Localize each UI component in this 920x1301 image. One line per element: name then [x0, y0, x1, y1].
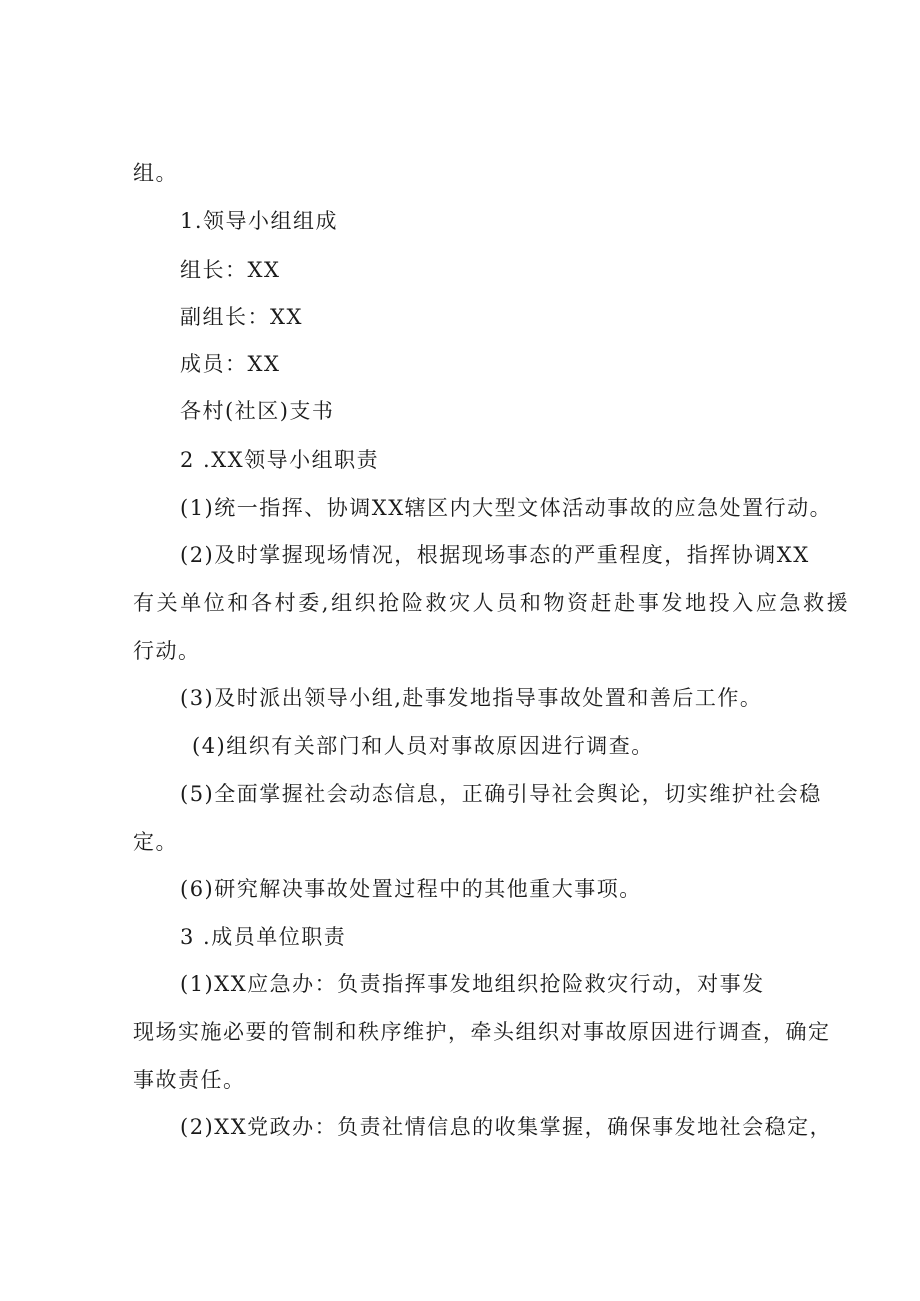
text-line: 定。: [133, 830, 178, 854]
text-line: 行动。: [133, 639, 201, 663]
text-line: 各村(社区)支书: [180, 399, 335, 423]
text-line: 副组长：XX: [180, 305, 303, 329]
text-line: (3)及时派出领导小组,赴事发地指导事故处置和善后工作。: [180, 686, 763, 710]
text-line: 组长：XX: [180, 258, 281, 282]
text-line: 成员：XX: [180, 352, 281, 376]
section-heading: 1.领导小组组成: [180, 209, 339, 233]
text-line: (1)统一指挥、协调XX辖区内大型文体活动事故的应急处置行动。: [180, 496, 833, 520]
text-line: 现场实施必要的管制和秩序维护，牵头组织对事故原因进行调查，确定: [133, 1020, 831, 1044]
text-line: (2)及时掌握现场情况，根据现场事态的严重程度，指挥协调XX: [180, 543, 810, 567]
text-line: (2)XX党政办：负责社情信息的收集掌握，确保事发地社会稳定，: [180, 1115, 833, 1139]
section-heading: 3 .成员单位职责: [180, 925, 347, 949]
text-line: (6)研究解决事故处置过程中的其他重大事项。: [180, 877, 642, 901]
text-line: 组。: [133, 161, 178, 185]
text-line: (5)全面掌握社会动态信息，正确引导社会舆论，切实维护社会稳: [180, 782, 822, 806]
text-line: (4)组织有关部门和人员对事故原因进行调查。: [192, 734, 654, 758]
text-line: (1)XX应急办：负责指挥事发地组织抢险救灾行动，对事发: [180, 972, 765, 996]
section-heading: 2 .XX领导小组职责: [180, 448, 380, 472]
text-line: 事故责任。: [133, 1068, 246, 1092]
text-line: 有关单位和各村委,组织抢险救灾人员和物资赶赴事发地投入应急救援: [133, 591, 851, 615]
